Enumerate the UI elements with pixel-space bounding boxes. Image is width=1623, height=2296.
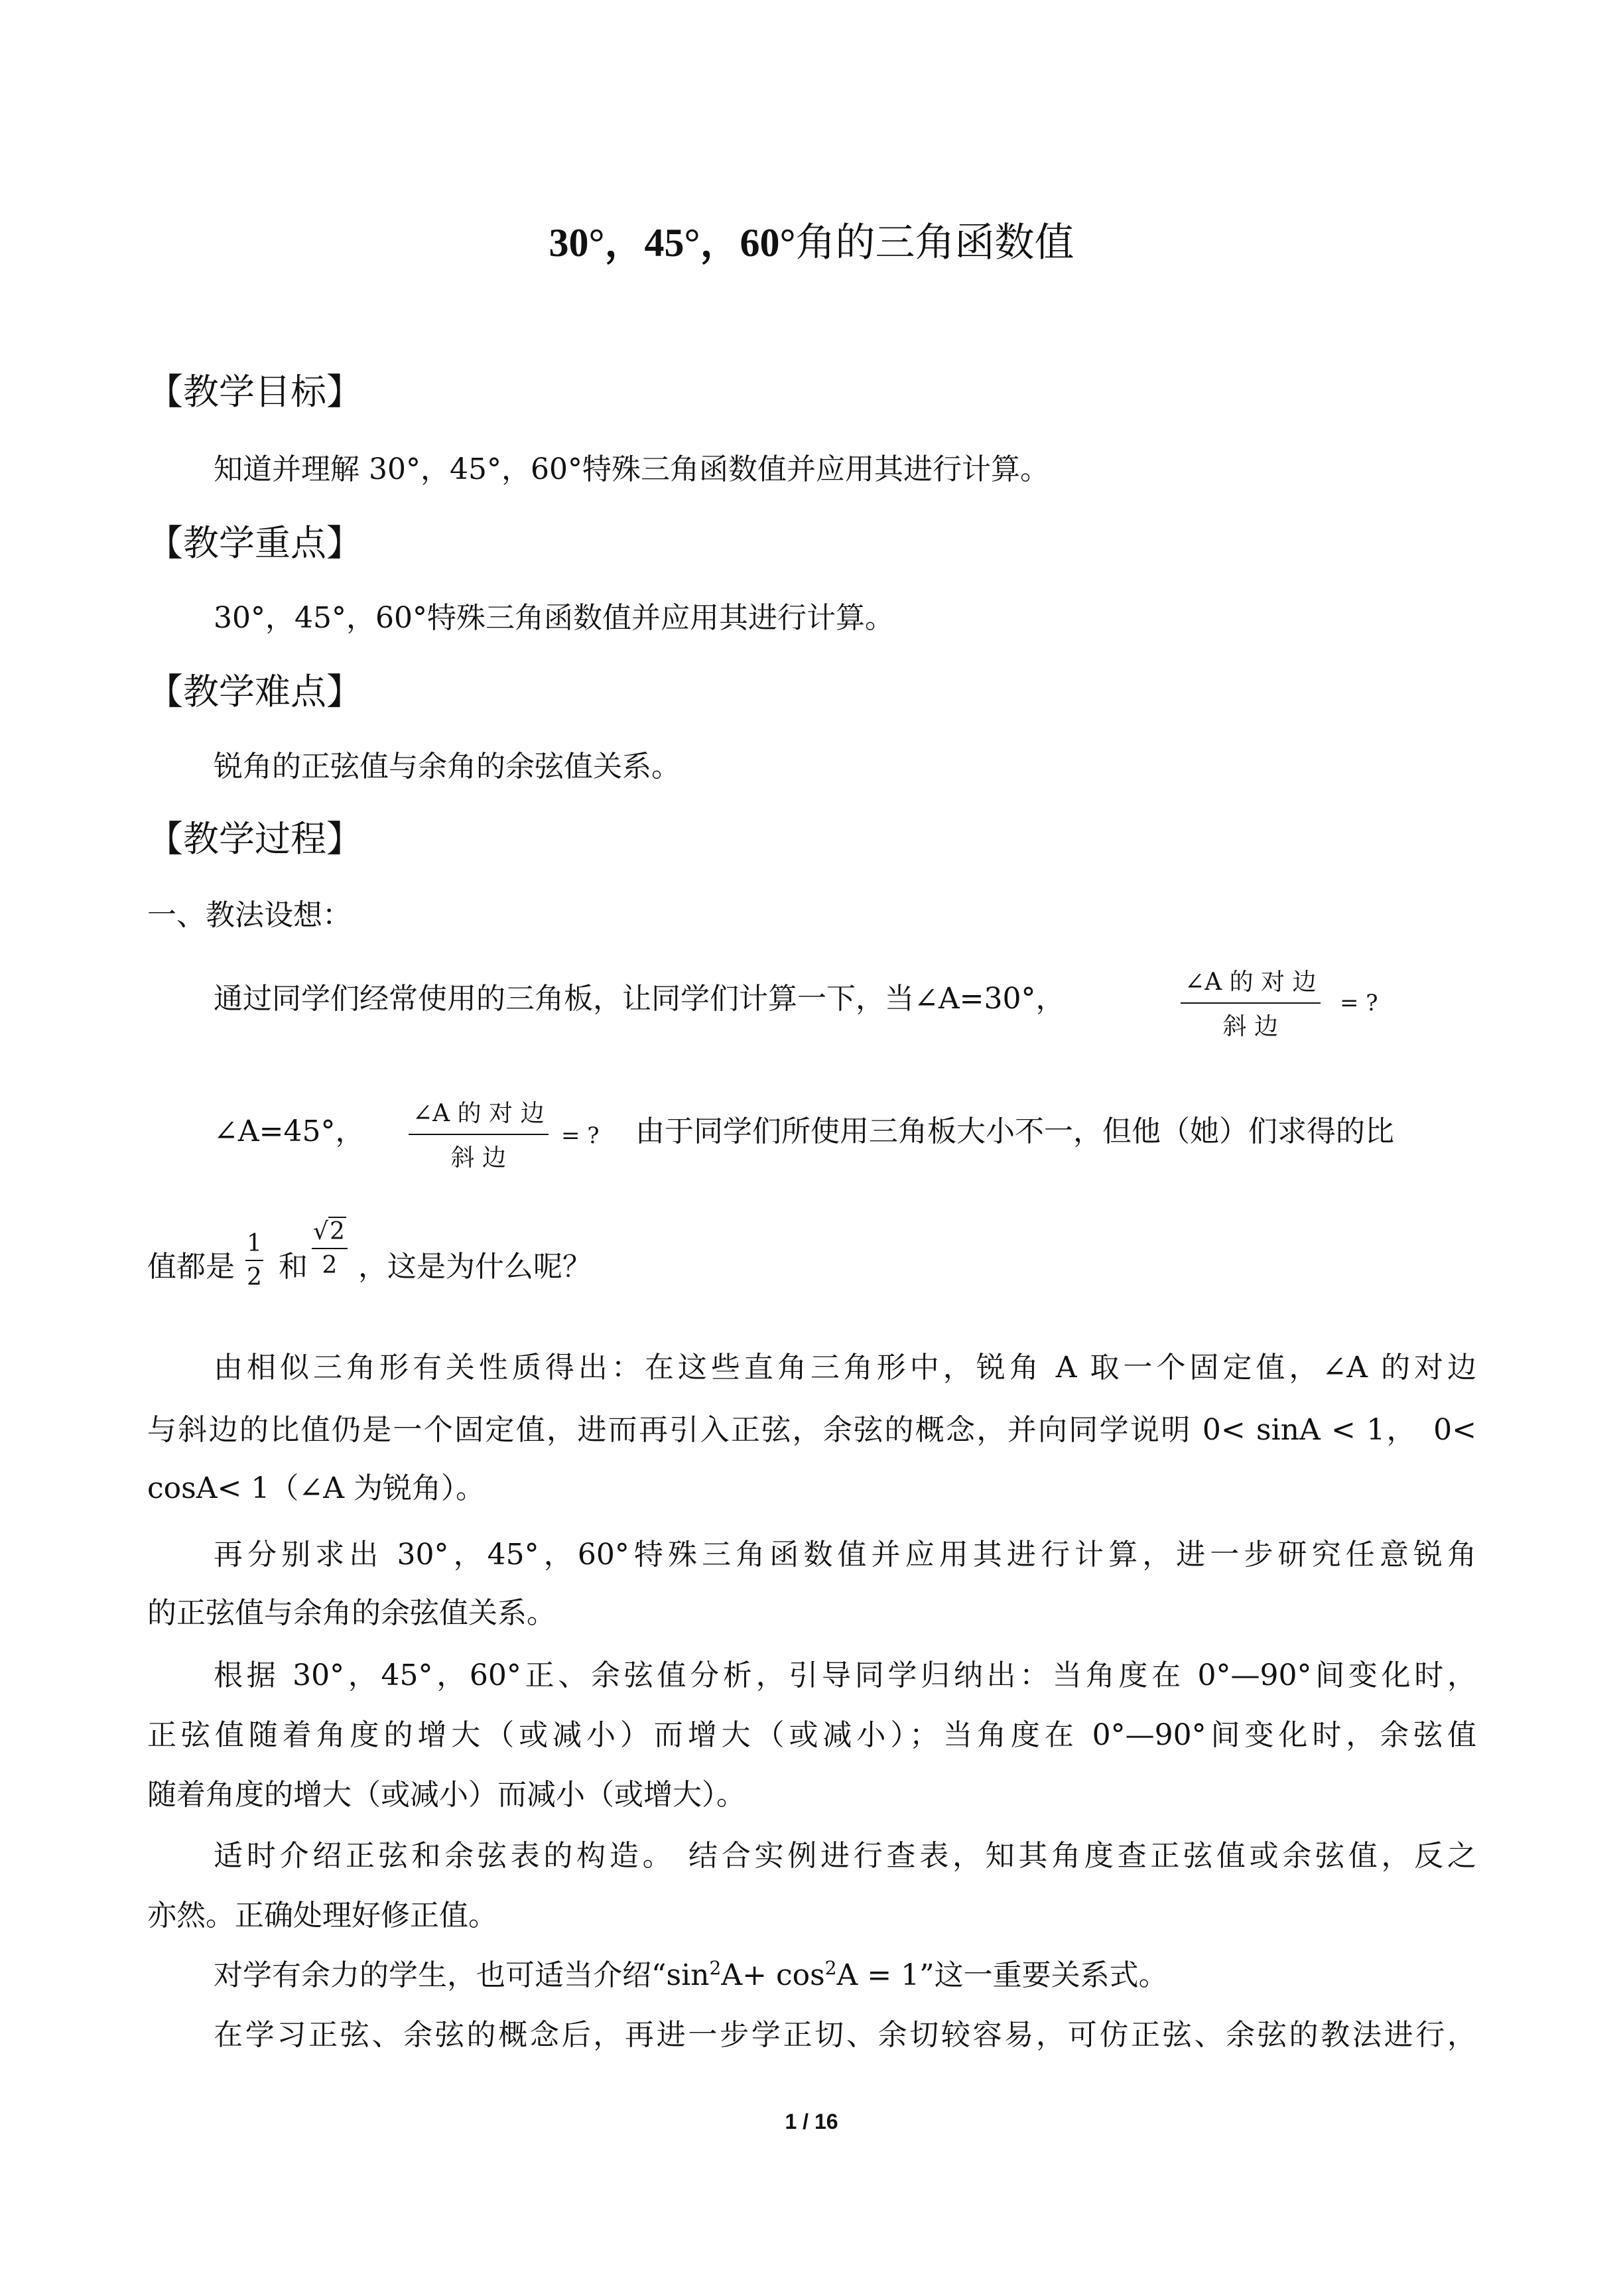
page-number: 1 / 16	[785, 2110, 838, 2133]
p9-line1: 在学习正弦、余弦的概念后，再进一步学正切、余切较容易，可仿正弦、余弦的教法进行，	[214, 2018, 1476, 2052]
process-heading: 【教学过程】	[147, 818, 362, 860]
fraction-result-2: = ?	[561, 1122, 600, 1149]
p6-line1: 根据 30°，45°，60°正、余弦值分析，引导同学归纳出：当角度在 0°—90°间变化时，	[214, 1658, 1476, 1692]
fraction-opposite-over-hypotenuse-2	[409, 1095, 549, 1173]
p8-prefix: 对学有余力的学生，也可适当介绍“sin	[214, 1958, 710, 1992]
difficult-text: 锐角的正弦值与余角的余弦值关系。	[214, 750, 681, 783]
fraction-denominator: 2	[312, 1248, 348, 1279]
page-title	[0, 211, 1623, 268]
objective-heading: 【教学目标】	[147, 371, 362, 413]
p4-line3: cosA< 1（∠A 为锐角）。	[147, 1471, 485, 1505]
p8-suffix: A = 1”这一重要关系式。	[836, 1958, 1168, 1992]
sqrt-radicand: 2	[329, 1218, 345, 1245]
p7-line2: 亦然。正确处理好修正值。	[147, 1899, 497, 1932]
p8-mid: A+ cos	[721, 1958, 825, 1992]
p4-line1: 由相似三角形有关性质得出：在这些直角三角形中，锐角 A 取一个固定值，∠A 的对边	[214, 1351, 1476, 1384]
p2-prefix: ∠A=45°，	[214, 1114, 365, 1148]
difficult-heading: 【教学难点】	[147, 671, 362, 712]
fraction-denominator: 斜 边	[1181, 1002, 1321, 1042]
p3-suffix: ，这是为什么呢？	[358, 1250, 592, 1284]
p3-prefix: 值都是	[147, 1250, 235, 1284]
fraction-opposite-over-hypotenuse-1	[1181, 963, 1321, 1042]
fraction-numerator: ∠A 的 对 边	[1185, 969, 1317, 996]
title-text: 角的三角函数值	[795, 220, 1074, 266]
p3-and: 和	[279, 1250, 308, 1284]
p2-text: 由于同学们所使用三角板大小不一，但他（她）们求得的比	[635, 1114, 1394, 1148]
fraction-numerator: √2	[313, 1218, 345, 1245]
part1-heading: 一、教法设想：	[147, 898, 352, 932]
p8-sup2: 2	[824, 1957, 837, 1979]
fraction-result-1: = ?	[1340, 990, 1378, 1016]
p4-line2: 与斜边的比值仍是一个固定值，进而再引入正弦，余弦的概念，并向同学说明 0< sinA < 1， 0<	[147, 1413, 1476, 1447]
p1-text: 通过同学们经常使用的三角板，让同学们计算一下，当∠A=30°，	[214, 982, 1065, 1016]
fraction-sqrt2-over-2	[312, 1218, 348, 1279]
fraction-numerator: ∠A 的 对 边	[413, 1100, 545, 1127]
p8-formula-line	[214, 1957, 1168, 1993]
key-heading: 【教学重点】	[147, 522, 362, 564]
p5-line2: 的正弦值与余角的余弦值关系。	[147, 1596, 556, 1630]
p6-line2: 正弦值随着角度的增大（或减小）而增大（或减小）；当角度在 0°—90°间变化时，余弦值	[147, 1718, 1476, 1752]
fraction-one-half	[245, 1230, 263, 1291]
p6-line3: 随着角度的增大（或减小）而减小（或增大）。	[147, 1778, 746, 1812]
p5-line1: 再分别求出 30°，45°，60°特殊三角函数值并应用其进行计算，进一步研究任意锐角	[214, 1538, 1476, 1572]
fraction-denominator: 2	[245, 1260, 263, 1291]
p7-line1: 适时介绍正弦和余弦表的构造。 结合实例进行查表，知其角度查正弦值或余弦值，反之	[214, 1839, 1476, 1873]
objective-text: 知道并理解 30°，45°，60°特殊三角函数值并应用其进行计算。	[214, 452, 1049, 486]
fraction-numerator: 1	[247, 1230, 262, 1257]
fraction-denominator: 斜 边	[409, 1134, 549, 1173]
p8-sup1: 2	[709, 1957, 722, 1979]
title-angles: 30°，45°，60°	[549, 221, 796, 265]
key-text: 30°，45°，60°特殊三角函数值并应用其进行计算。	[214, 601, 894, 635]
